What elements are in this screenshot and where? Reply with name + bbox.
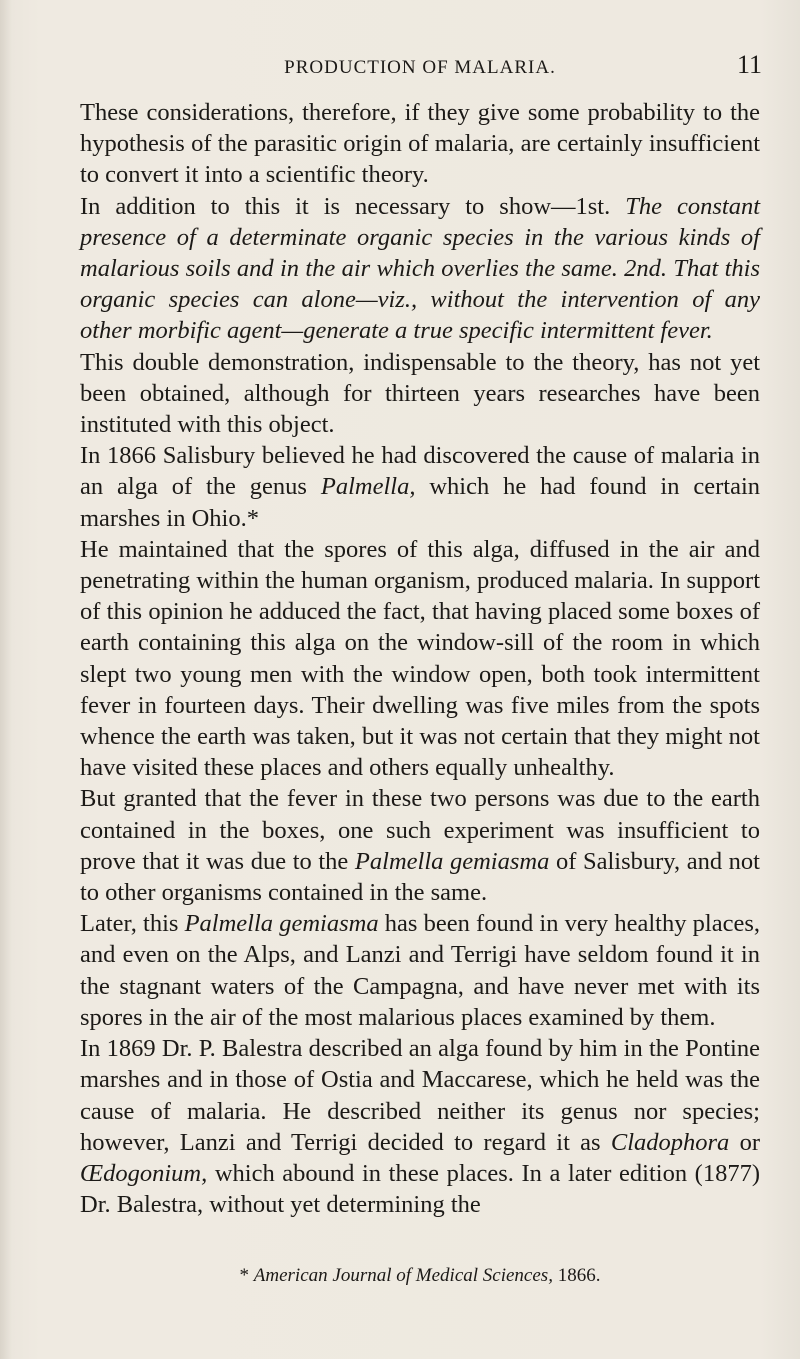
page-title: PRODUCTION OF MALARIA. xyxy=(284,57,556,78)
page-number: 11 xyxy=(736,50,762,79)
paragraph-6: But granted that the fever in these two persons was due to the earth contained in the boxes, one such experiment was insufficient to prove that it was due to the Palmella gemiasma of Salisbury, and not to other organisms contained in the same. xyxy=(80,785,760,907)
paragraph-1: These considerations, therefore, if they give some probability to the hypothesis of the parasitic origin of malaria, are certainly insufficient to convert it into a scientific theory. xyxy=(80,99,760,189)
footnote: * American Journal of Medical Sciences, 1866. xyxy=(239,1265,601,1286)
running-head xyxy=(80,50,762,84)
body-text xyxy=(80,97,760,1220)
paragraph-8: In 1869 Dr. P. Balestra described an alga found by him in the Pontine marshes and in those of Ostia and Maccarese, which he held was the cause of malaria. He described neither its genus nor species; however, Lanzi and Terrigi decided to regard it as Cladophora or Œdogonium, which abound in these places. In a later edition (1877) Dr. Balestra, without yet determining the xyxy=(80,1035,760,1219)
paragraph-4: In 1866 Salisbury believed he had discovered the cause of malaria in an alga of the genus Palmella, which he had found in certain marshes in Ohio.* xyxy=(80,442,760,532)
paragraph-2: In addition to this it is necessary to show—1st. The constant presence of a determinate organic species in the various kinds of malarious soils and in the air which overlies the same. 2nd. That this organic species can alone—viz., without the intervention of any other morbific agent—generate a true specific intermittent fever. xyxy=(80,192,760,345)
paragraph-7: Later, this Palmella gemiasma has been found in very healthy places, and even on the Alps, and Lanzi and Terrigi have seldom found it in the stagnant waters of the Campagna, and have never met with its spores in the air of the most malarious places examined by them. xyxy=(80,910,760,1031)
paragraph-3: This double demonstration, indispensable to the theory, has not yet been obtained, although for thirteen years researches have been instituted with this object. xyxy=(80,348,760,439)
paragraph-5: He maintained that the spores of this alga, diffused in the air and penetrating within the human organism, produced malaria. In support of this opinion he adduced the fact, that having placed some boxes of earth containing this alga on the window-sill of the room in which slept two young men with the window open, both took intermittent fever in fourteen days. Their dwelling was five miles from the spots whence the earth was taken, but it was not certain that they might not have visited these places and others equally unhealthy. xyxy=(80,535,760,782)
